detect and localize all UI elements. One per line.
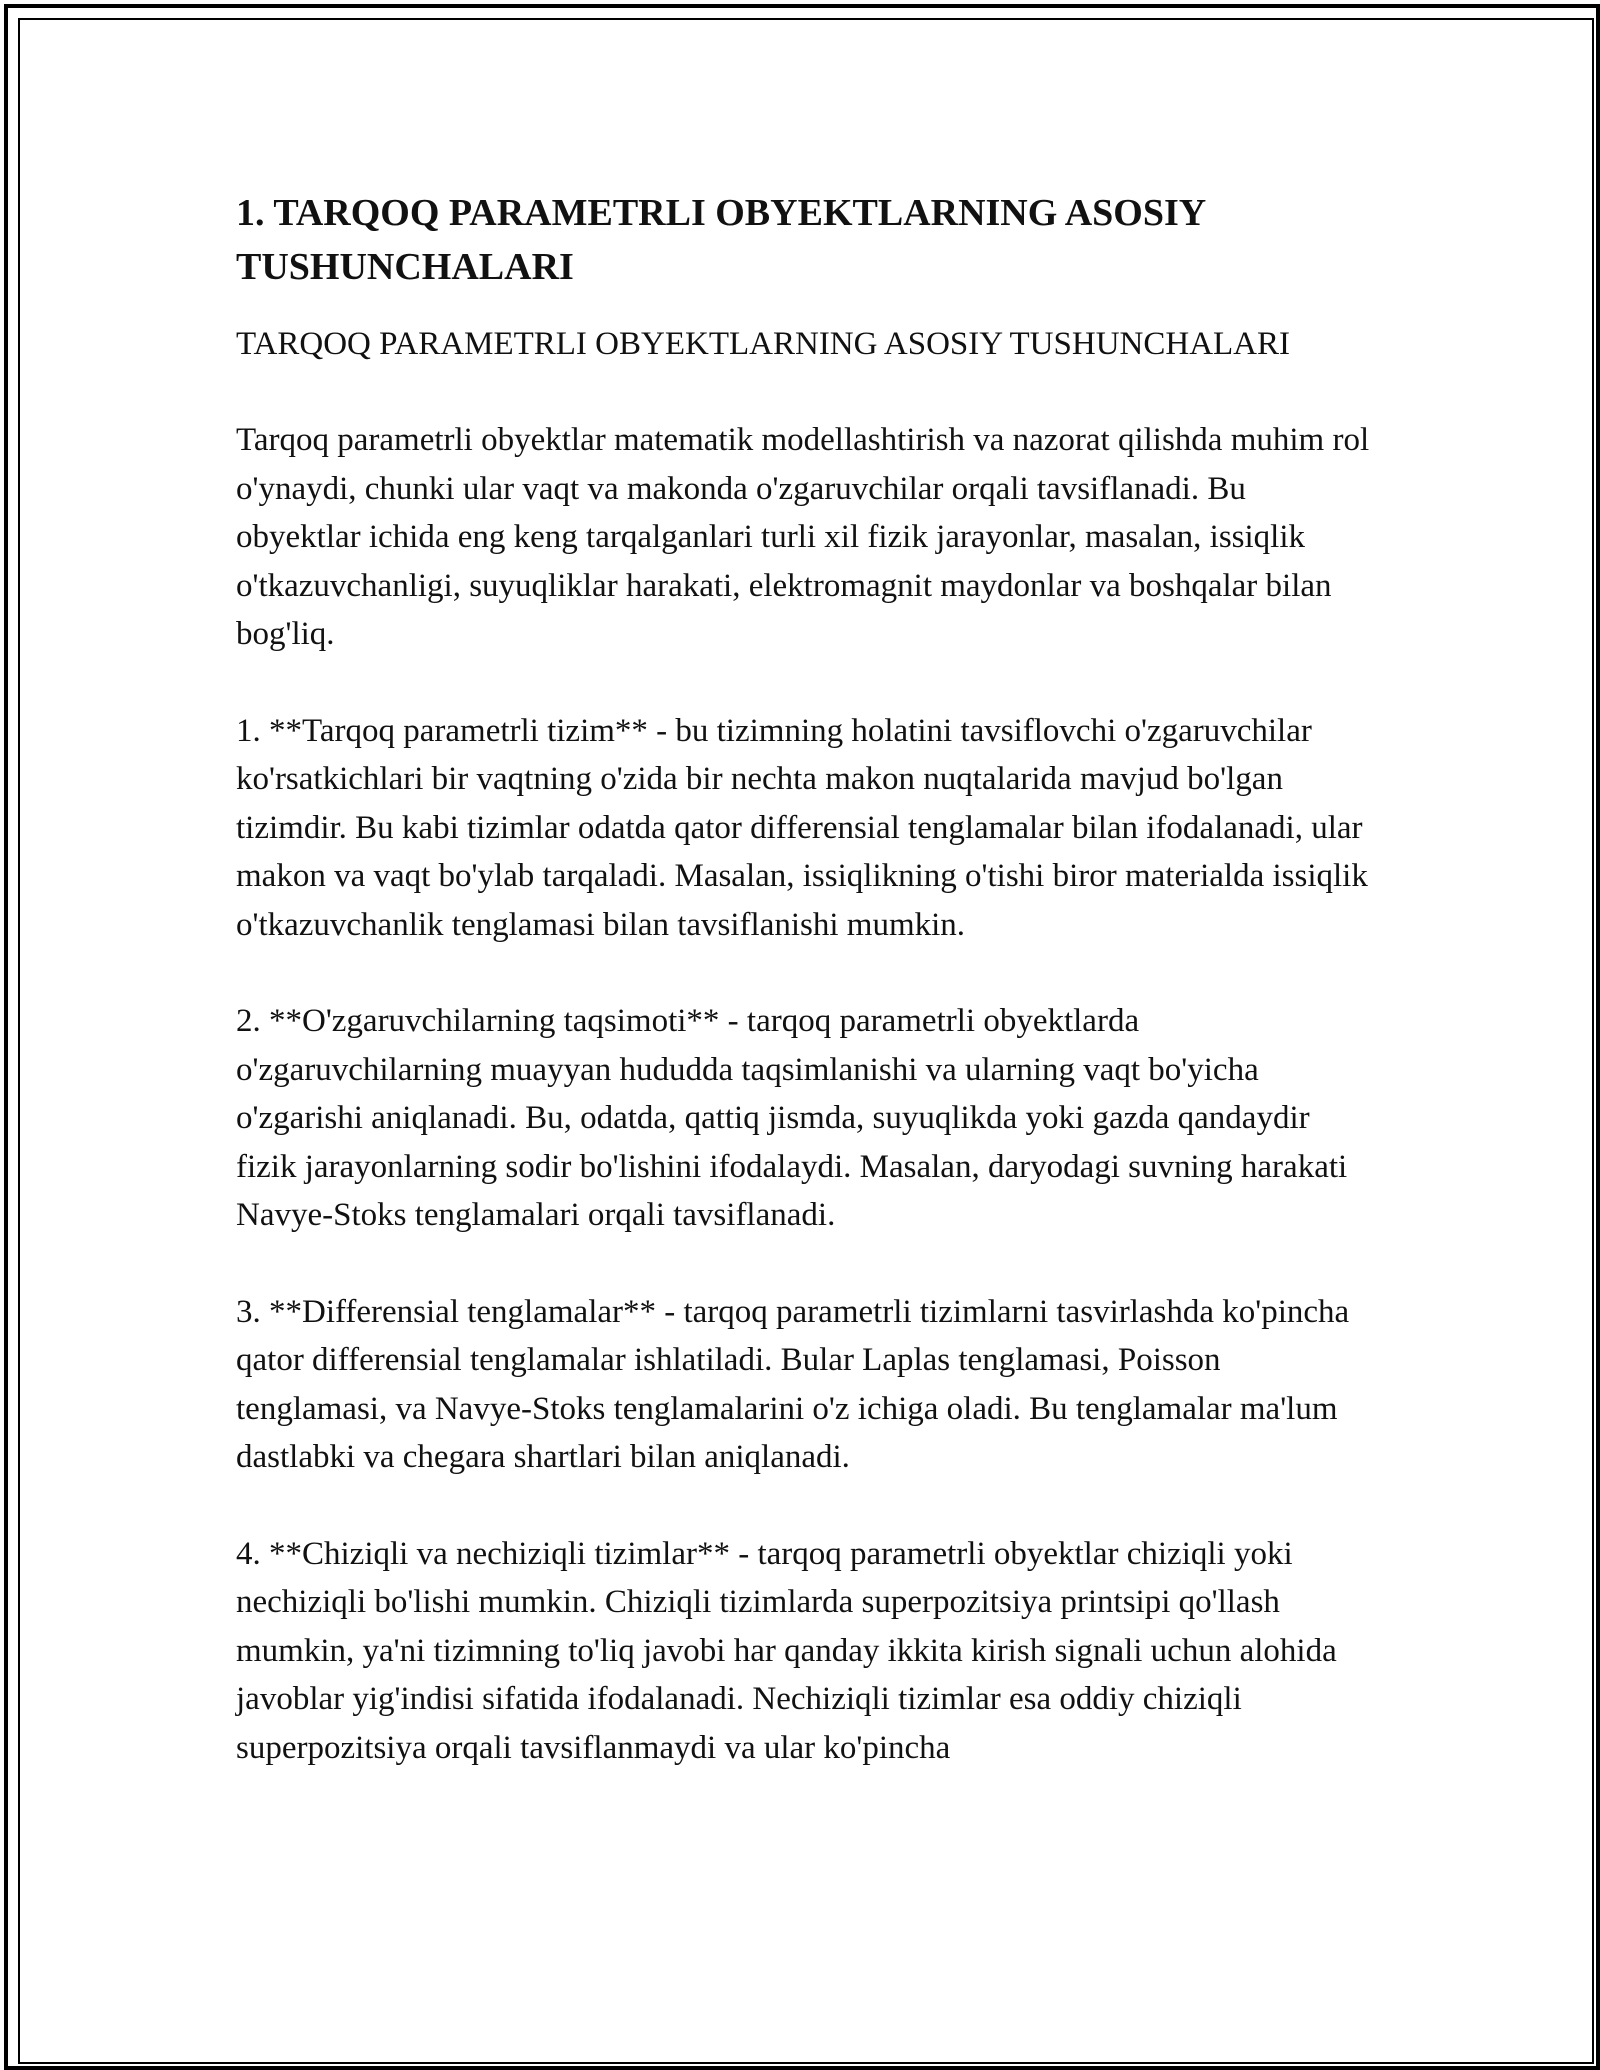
document-title: 1. TARQOQ PARAMETRLI OBYEKTLARNING ASOSIY TUSHUNCHALARI [236, 192, 1205, 288]
document-subtitle: TARQOQ PARAMETRLI OBYEKTLARNING ASOSIY TUSHUNCHALARI [236, 326, 1291, 362]
paragraph-item-1: 1. **Tarqoq parametrli tizim** - bu tizimning holatini tavsiflovchi o'zgaruvchilar ko'rsatkichlari bir vaqtning o'zida bir nechta makon nuqtalarida mavjud bo'lgan tizimdir. Bu kabi tizimlar odatda qator differensial tenglamalar bilan ifodalanadi, ular makon va vaqt bo'ylab tarqaladi. Masalan, issiqlikning o'tishi biror materialda issiqlik o'tkazuvchanlik tenglamasi bilan tavsiflanishi mumkin. [236, 712, 1368, 943]
paragraph-item-2: 2. **O'zgaruvchilarning taqsimoti** - tarqoq parametrli obyektlarda o'zgaruvchilarning muayyan hududda taqsimlanishi va ularning vaqt bo'yicha o'zgarishi aniqlanadi. Bu, odatda, qattiq jismda, suyuqlikda yoki gazda qandaydir fizik jarayonlarning sodir bo'lishini ifodalaydi. Masalan, daryodagi suvning harakati Navye-Stoks tenglamalari orqali tavsiflanadi. [236, 1003, 1348, 1233]
paragraph-item-3: 3. **Differensial tenglamalar** - tarqoq parametrli tizimlarni tasvirlashda ko'pincha qator differensial tenglamalar ishlatiladi. Bular Laplas tenglamasi, Poisson tenglamasi, va Navye-Stoks tenglamalarini o'z ichiga oladi. Bu tenglamalar ma'lum dastlabki va chegara shartlari bilan aniqlanadi. [236, 1293, 1350, 1475]
paragraph-intro: Tarqoq parametrli obyektlar matematik modellashtirish va nazorat qilishda muhim rol o'ynaydi, chunki ular vaqt va makonda o'zgaruvchilar orqali tavsiflanadi. Bu obyektlar ichida eng keng tarqalganlari turli xil fizik jarayonlar, masalan, issiqlik o'tkazuvchanligi, suyuqliklar harakati, elektromagnit maydonlar va boshqalar bilan bog'liq. [236, 422, 1370, 652]
document-body [236, 186, 1376, 1820]
paragraph-item-4: 4. **Chiziqli va nechiziqli tizimlar** - tarqoq parametrli obyektlar chiziqli yoki nechiziqli bo'lishi mumkin. Chiziqli tizimlarda superpozitsiya printsipi qo'llash mumkin, ya'ni tizimning to'liq javobi har qanday ikkita kirish signali uchun alohida javoblar yig'indisi sifatida ifodalanadi. Nechiziqli tizimlar esa oddiy chiziqli superpozitsiya orqali tavsiflanmaydi va ular ko'pincha [236, 1535, 1337, 1766]
